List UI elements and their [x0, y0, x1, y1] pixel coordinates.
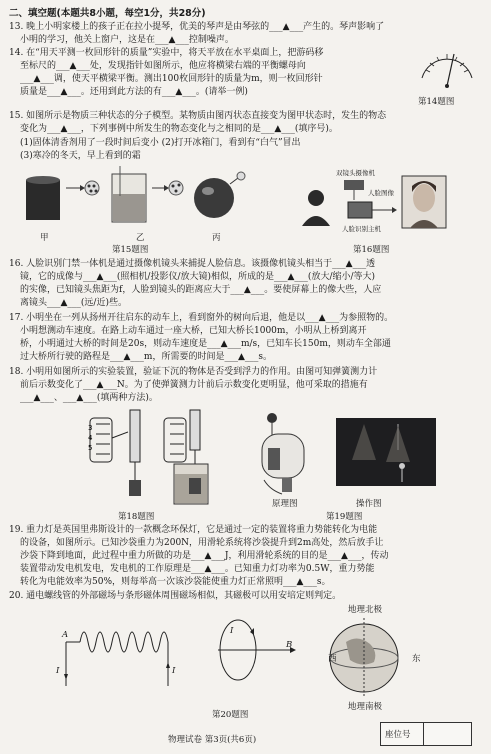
fig19-gravity-lamp — [252, 410, 440, 498]
q17-line4: 过大桥所行驶的路程是___▲___m，所需要的时间是___▲___s。 — [20, 352, 272, 362]
seat-number-box — [380, 722, 472, 746]
q16-line2: 镜，它的成像与___▲___(照相机/投影仪/放大镜)相似，所成的是___▲___(放大/缩小/等大) — [20, 272, 376, 282]
label-i-loop: I — [230, 626, 234, 636]
q13-line1: 13. 晚上小明家楼上的孩子正在拉小提琴，优美的琴声是由琴弦的___▲___产生的。琴声影响了 — [9, 22, 385, 32]
page-footer: 物理试卷 第3页(共6页) — [168, 735, 257, 745]
south-pole-label: 地理南极 — [348, 702, 383, 712]
svg-text:3: 3 — [88, 424, 93, 432]
cam-label: 双镜头摄像机 — [336, 169, 375, 177]
balance-pointer-figure — [416, 48, 478, 90]
q16-line1: 16. 人脸识别门禁一体机是通过摄像机镜头来捕捉人脸信息。该摄像机镜头相当于___▲___透 — [9, 259, 376, 269]
q14-line2: 至标尺的___▲___处，发现指针如图所示，他应将横梁右端的平衡螺母向 — [20, 61, 306, 71]
q19-line3: 沙袋下降到地面，此过程中重力所做的功是___▲___J，利用滑轮系统的目的是___▲___，传动 — [20, 551, 389, 561]
q19-line4: 装置带动发电机发电，发电机的工作原理是___▲___。已知重力灯功率为0.5W，重力势能 — [20, 564, 375, 574]
fig19-caption: 第19题图 — [326, 512, 363, 522]
q15-option1-2: (1)固体清香剂用了一段时间后变小 (2)打开冰箱门，看到有“白气”冒出 — [20, 138, 301, 148]
label-yi: 乙 — [136, 233, 145, 243]
seat-number-label: 座位号 — [385, 730, 411, 740]
east-label: 东 — [412, 654, 421, 664]
label-i-right: I — [172, 666, 176, 676]
q18-line2: 前后示数变化了___▲___N。为了使弹簧测力计前后示数变化更明显，他可采取的措施有 — [20, 380, 368, 390]
q16-line3: 的实像，已知镜头焦距为f，人脸到镜头的距离应大于___▲___。要使屏幕上的像大些，人应 — [20, 285, 382, 295]
fig14-caption: 第14题图 — [418, 97, 455, 107]
label-i-left: I — [56, 666, 60, 676]
q14-line1: 14. 在“用天平测一枚回形针的质量”实验中，将天平放在水平桌面上，把游码移 — [9, 48, 324, 58]
host-label: 人脸识别主机 — [342, 225, 381, 233]
q20-line1: 20. 通电螺线管的外部磁场与条形磁体周围磁场相似，其磁极可以用安培定则判定。 — [9, 591, 342, 601]
q17-line3: 桥，小明通过大桥的时间是20s，则动车速度是___▲___m/s，已知车长150m，则动车全部通 — [20, 339, 391, 349]
q14-line4: 质量是___▲___。还用到此方法的有___▲___。(请举一例) — [20, 87, 248, 97]
q15-line1: 15. 如图所示是物质三种状态的分子模型。某物质由图丙状态直接变为图甲状态时，发生的物态 — [9, 111, 387, 121]
svg-text:5: 5 — [88, 444, 93, 452]
fig15-states-of-matter — [24, 166, 246, 230]
q15-option3: (3)寒冷的冬天，早上看到的霜 — [20, 151, 141, 161]
fig15-caption: 第15题图 — [112, 245, 149, 255]
west-label: 西 — [328, 654, 337, 664]
fig20-magnetic-fields — [58, 612, 424, 704]
q14-line3: ___▲___调，使天平横梁平衡。测出100枚回形针的质量为m，则一枚回形针 — [20, 74, 323, 84]
q19-line2: 的设备，如图所示。已知沙袋重力为200N，用滑轮系统将沙袋提升到2m高处，然后放手让 — [20, 538, 384, 548]
svg-text:4: 4 — [88, 434, 93, 442]
q18-line3: ___▲___、___▲___(填两种方法)。 — [20, 393, 158, 403]
fig18-spring-scale — [86, 408, 210, 506]
yuanli-label: 原理图 — [272, 499, 298, 509]
label-a: A — [62, 630, 69, 640]
label-jia: 甲 — [40, 233, 49, 243]
q17-line2: 小明想测动车速度。在路上动车通过一座大桥，已知大桥长1000m，小明从上桥到离开 — [20, 326, 367, 336]
label-b: B — [286, 640, 293, 650]
fig18-caption: 第18题图 — [118, 512, 155, 522]
q18-line1: 18. 小明用如图所示的实验装置，验证下沉的物体是否受到浮力的作用。由图可知弹簧测力计 — [9, 367, 378, 377]
q13-line2: 小明的学习，他关上窗户，这是在___▲___控制噪声。 — [20, 35, 234, 45]
section-title: 二、填空题(本题共8小题，每空1分，共28分) — [9, 8, 206, 19]
face-image-label: 人脸图像 — [368, 189, 394, 197]
fig20-caption: 第20题图 — [212, 710, 249, 720]
q17-line1: 17. 小明坐在一列从扬州开往启东的动车上，看到窗外的树向后退，他是以___▲___为参照物的。 — [9, 313, 394, 323]
north-pole-label: 地理北极 — [348, 605, 383, 615]
q16-line4: 离镜头___▲___(远/近)些。 — [20, 298, 127, 308]
q19-line1: 19. 重力灯是英国里弗斯设计的一款概念环保灯，它是通过一定的装置将重力势能转化为电能 — [9, 525, 378, 535]
seat-divider — [423, 723, 424, 745]
q15-line2: 变化为___▲___，下列事例中所发生的物态变化与之相同的是___▲___(填序号)。 — [20, 124, 338, 134]
caozuo-label: 操作图 — [356, 499, 382, 509]
q19-line5: 转化为电能效率为50%，则每举高一次该沙袋能使重力灯正常照明___▲___s。 — [20, 577, 331, 587]
fig16-caption: 第16题图 — [353, 245, 390, 255]
label-bing: 丙 — [212, 233, 221, 243]
